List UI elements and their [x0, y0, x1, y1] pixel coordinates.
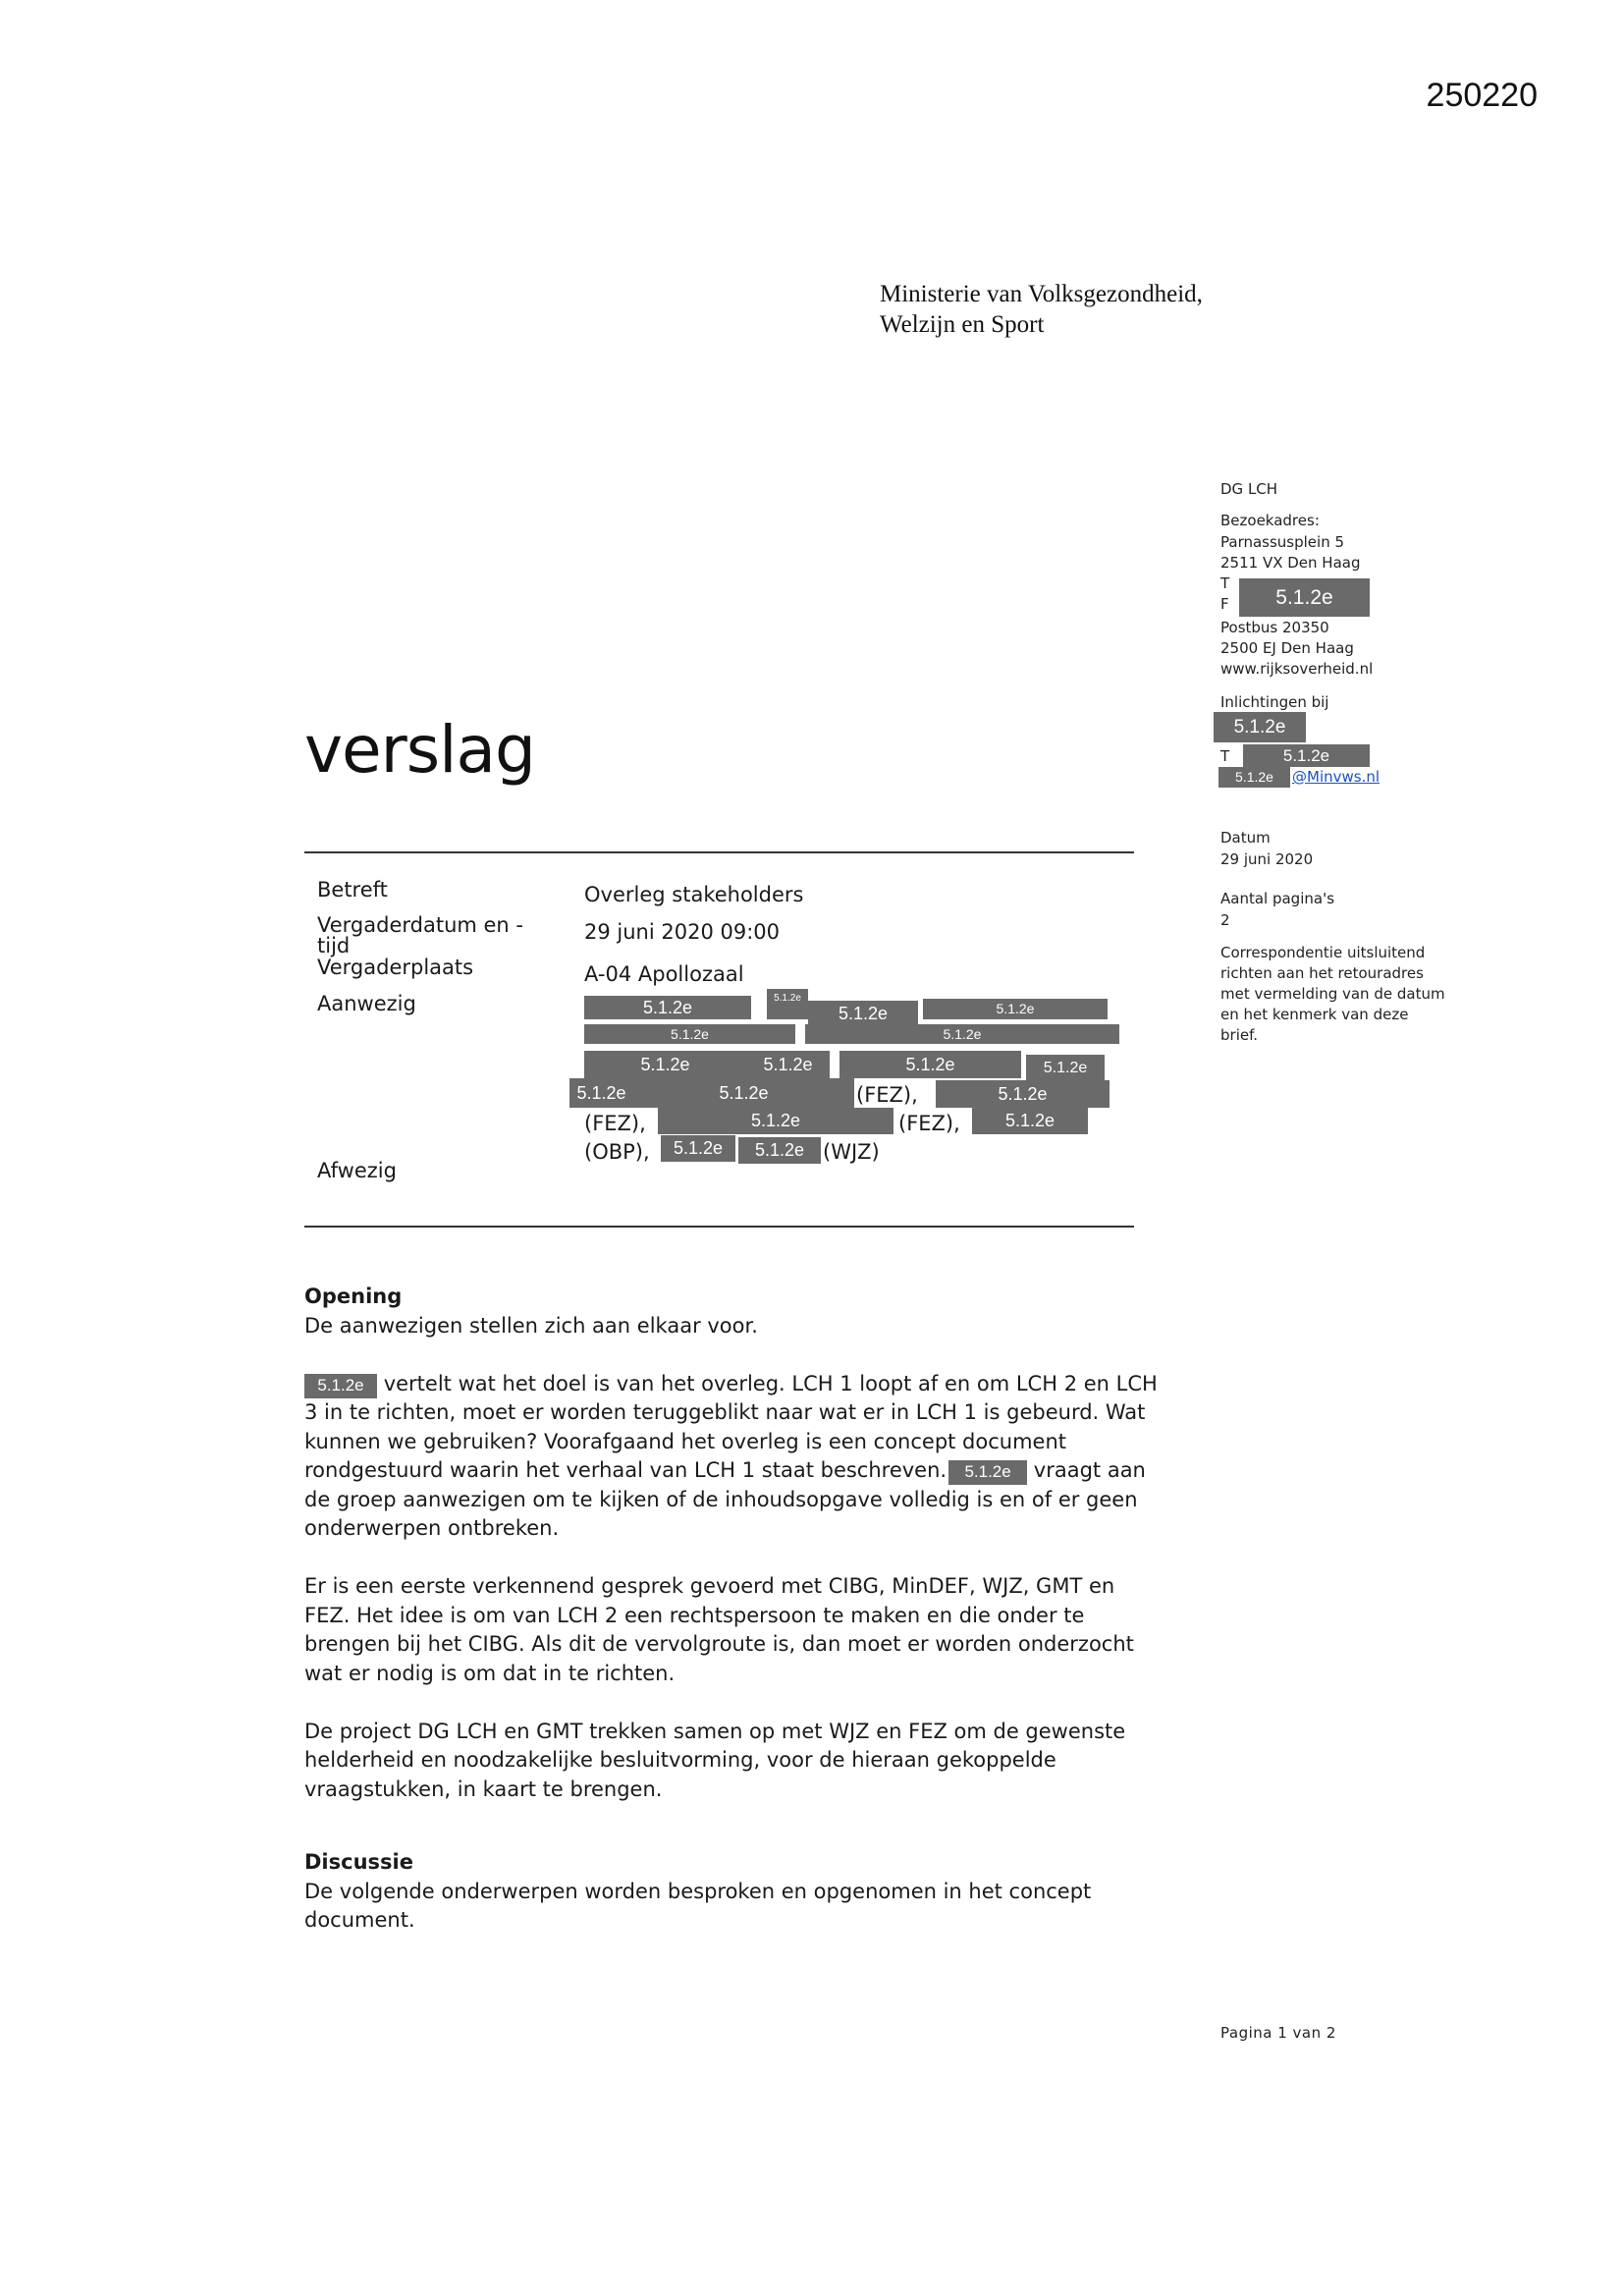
- sidebar-note-line: Correspondentie uitsluitend: [1220, 944, 1426, 961]
- opening-p1-line: rondgestuurd waarin het verhaal van LCH 1 staat beschreven. 5.1.2e vraagt aan: [304, 1456, 1188, 1486]
- redaction: 5.1.2e: [808, 1001, 918, 1026]
- present-label: Aanwezig: [317, 992, 416, 1015]
- opening-p1-line: 3 in te richten, moet er worden teruggeblikt naar wat er in LCH 1 is gebeurd. Wat: [304, 1400, 1146, 1424]
- sidebar-website: www.rijksoverheid.nl: [1220, 660, 1374, 678]
- present-wjz: (WJZ): [823, 1140, 880, 1164]
- datetime-label-1: Vergaderdatum en -: [317, 913, 523, 937]
- absent-label: Afwezig: [317, 1159, 397, 1182]
- sidebar-note: [1220, 943, 1445, 1046]
- opening-p2-line: wat er nodig is om dat in te richten.: [304, 1661, 676, 1685]
- discussion-section: [304, 1848, 1188, 1936]
- datetime-value: 29 juni 2020 09:00: [584, 920, 780, 944]
- sidebar-department: DG LCH: [1220, 480, 1278, 498]
- opening-p3-line: helderheid en noodzakelijke besluitvorming, voor de hieraan gekoppelde: [304, 1748, 1056, 1772]
- discussion-line: document.: [304, 1908, 415, 1932]
- opening-section: [304, 1283, 1188, 1804]
- sidebar-note-line: en het kenmerk van deze: [1220, 1006, 1409, 1023]
- page-title: verslag: [304, 712, 535, 788]
- sidebar-street: Parnassusplein 5: [1220, 533, 1345, 551]
- redaction: 5.1.2e: [1214, 712, 1306, 742]
- present-obp: (OBP),: [584, 1140, 650, 1164]
- opening-p1-line: 5.1.2e vertelt wat het doel is van het overleg. LCH 1 loopt af en om LCH 2 en LCH: [304, 1370, 1188, 1399]
- opening-p1-line: onderwerpen ontbreken.: [304, 1516, 560, 1540]
- opening-p2-line: FEZ. Het idee is om van LCH 2 een rechtspersoon te maken en die onder te: [304, 1603, 1085, 1627]
- redaction: 5.1.2e: [839, 1051, 1021, 1078]
- opening-p1-line: kunnen we gebruiken? Voorafgaand het overleg is een concept document: [304, 1429, 1067, 1453]
- sidebar-info-phone-prefix: T: [1220, 747, 1230, 765]
- present-fez-1: (FEZ),: [856, 1083, 918, 1107]
- opening-p2-line: Er is een eerste verkennend gesprek gevoerd met CIBG, MinDEF, WJZ, GMT en: [304, 1574, 1115, 1598]
- sidebar-phone-prefix: T: [1220, 574, 1230, 592]
- sidebar-info-label: Inlichtingen bij: [1220, 693, 1329, 711]
- redaction: 5.1.2e: [738, 1137, 821, 1164]
- redaction: 5.1.2e: [1239, 578, 1370, 617]
- divider-top: [304, 851, 1134, 853]
- redaction: 5.1.2e: [1243, 744, 1370, 767]
- sidebar-date-value: 29 juni 2020: [1220, 850, 1314, 868]
- place-label: Vergaderplaats: [317, 956, 474, 979]
- page-number: Pagina 1 van 2: [1220, 2024, 1336, 2042]
- present-fez-3: (FEZ),: [898, 1112, 960, 1135]
- sidebar-note-line: brief.: [1220, 1026, 1259, 1044]
- sidebar-note-line: richten aan het retouradres: [1220, 964, 1424, 982]
- redaction: 5.1.2e: [584, 996, 751, 1019]
- sidebar-pages-value: 2: [1220, 911, 1230, 929]
- redaction: 5.1.2e: [584, 1024, 795, 1044]
- opening-intro: De aanwezigen stellen zich aan elkaar voor.: [304, 1313, 758, 1338]
- sidebar-note-line: met vermelding van de datum: [1220, 985, 1445, 1003]
- discussion-heading: Discussie: [304, 1850, 413, 1874]
- document-number: 250220: [1426, 77, 1538, 114]
- redaction: 5.1.2e: [633, 1078, 854, 1108]
- redaction: 5.1.2e: [658, 1108, 893, 1134]
- sidebar-po-box: Postbus 20350: [1220, 619, 1329, 636]
- opening-p3-line: De project DG LCH en GMT trekken samen op met WJZ en FEZ om de gewenste: [304, 1719, 1126, 1743]
- redaction: 5.1.2e: [1218, 767, 1290, 788]
- place-value: A-04 Apollozaal: [584, 962, 744, 986]
- redaction: 5.1.2e: [972, 1108, 1088, 1134]
- redaction: 5.1.2e: [767, 989, 808, 1019]
- email-link[interactable]: @Minvws.nl: [1292, 768, 1380, 786]
- sidebar-visit-label: Bezoekadres:: [1220, 512, 1320, 529]
- redaction: 5.1.2e: [805, 1024, 1119, 1044]
- opening-heading: Opening: [304, 1285, 403, 1308]
- redaction: 5.1.2e: [948, 1460, 1027, 1485]
- opening-p3-line: vraagstukken, in kaart te brengen.: [304, 1777, 663, 1801]
- sidebar-postcode: 2511 VX Den Haag: [1220, 554, 1361, 572]
- ministry-name: [880, 279, 1203, 340]
- discussion-line: De volgende onderwerpen worden besproken en opgenomen in het concept: [304, 1879, 1092, 1903]
- sidebar-fax-prefix: F: [1220, 595, 1229, 613]
- sidebar-date-label: Datum: [1220, 829, 1271, 847]
- opening-p1-line: de groep aanwezigen om te kijken of de inhoudsopgave volledig is en of er geen: [304, 1487, 1138, 1511]
- sidebar-pages-label: Aantal pagina's: [1220, 890, 1335, 907]
- opening-p2-line: brengen bij het CIBG. Als dit de vervolgroute is, dan moet er worden onderzocht: [304, 1632, 1134, 1656]
- redaction: 5.1.2e: [923, 999, 1108, 1019]
- redaction: 5.1.2e: [936, 1080, 1110, 1108]
- redaction: 5.1.2e: [569, 1078, 633, 1108]
- redaction: 5.1.2e: [304, 1374, 377, 1398]
- redaction: 5.1.2e: [746, 1051, 830, 1078]
- present-fez-2: (FEZ),: [584, 1112, 646, 1135]
- datetime-label-2: tijd: [317, 934, 351, 957]
- subject-value: Overleg stakeholders: [584, 883, 804, 906]
- redaction: 5.1.2e: [584, 1051, 746, 1078]
- sidebar-email-domain[interactable]: [1292, 767, 1380, 788]
- ministry-line-1: Ministerie van Volksgezondheid,: [880, 281, 1203, 307]
- divider-bottom: [304, 1226, 1134, 1228]
- ministry-line-2: Welzijn en Sport: [880, 311, 1045, 338]
- redaction: 5.1.2e: [661, 1135, 735, 1162]
- subject-label: Betreft: [317, 878, 388, 902]
- sidebar-po-postcode: 2500 EJ Den Haag: [1220, 639, 1354, 657]
- redaction: 5.1.2e: [1026, 1055, 1105, 1082]
